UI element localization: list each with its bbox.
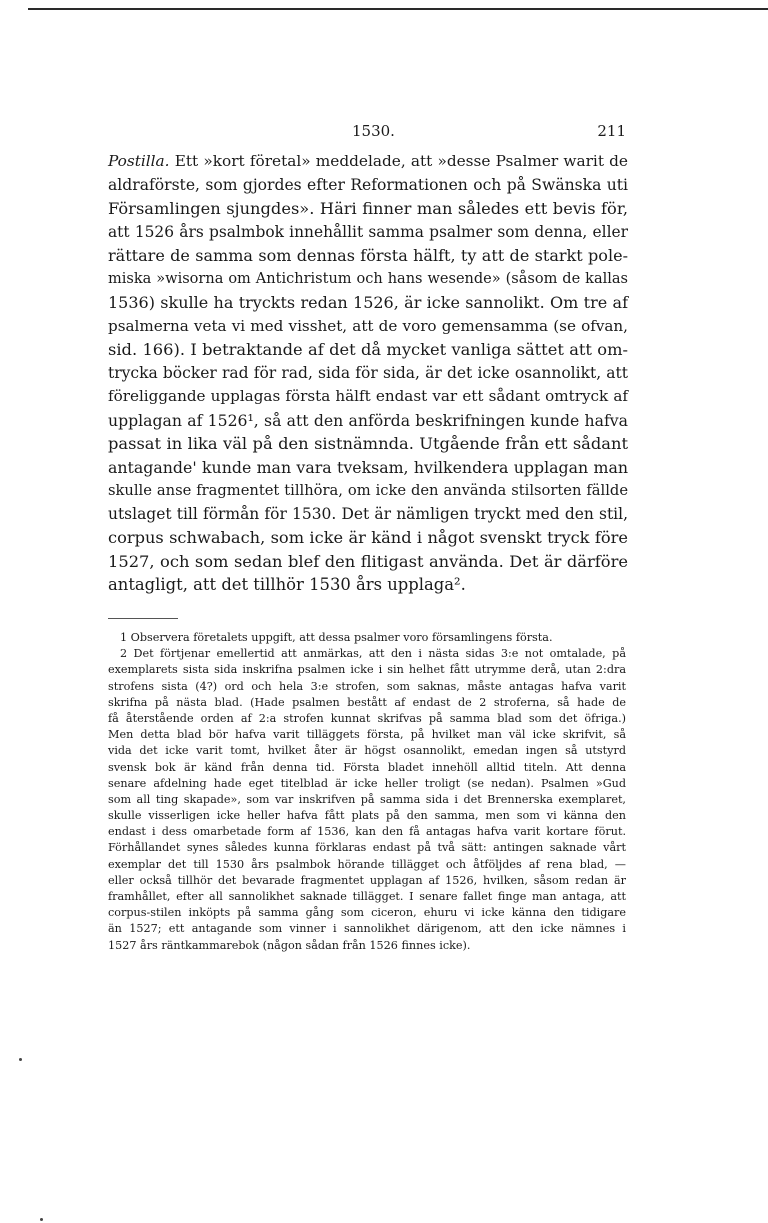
page-number: 211 (597, 122, 626, 140)
text-line: skulle anse fragmentet tillhöra, om icke den använda stilsorten fällde (108, 482, 628, 499)
footnote-2: 2 Det förtjenar emellertid att anmärkas, att den i nästa sidas 3:e not omtalade, på (120, 647, 626, 661)
text-line: antagligt, att det tillhör 1530 års upplaga². (108, 575, 466, 594)
text-line: rättare de samma som dennas första hälft, ty att de starkt pole- (108, 246, 628, 265)
paper-speck (40, 1218, 43, 1221)
main-text (108, 150, 628, 597)
footnote-line: vida det icke varit tomt, hvilket åter är högst osannolikt, emedan ingen så utstyrd (108, 744, 626, 758)
footnote-line: senare afdelning hade eget titelblad är icke heller troligt (se nedan). Psalmen »Gud (108, 776, 626, 790)
text-line: 1527, och som sedan blef den flitigast använda. Det är därföre (108, 551, 628, 571)
text-line: corpus schwabach, som icke är känd i något svenskt tryck före (108, 528, 628, 547)
footnote-line: exemplar det till 1530 års psalmbok hörande tillägget och åtföljdes af rena blad, — (108, 857, 626, 871)
text-line: Postilla. Ett »kort företal» meddelade, att »desse Psalmer warit de (108, 152, 628, 170)
footnote-line: än 1527; ett antagande som vinner i sannolikhet därigenom, att den icke nämnes i (108, 922, 626, 936)
running-header-year: 1530. (352, 122, 395, 140)
text-line: upplagan af 1526¹, så att den anförda beskrifningen kunde hafva (108, 410, 628, 430)
paper-speck (19, 1058, 22, 1061)
footnote-line: endast i dess omarbetade form af 1536, kan den få antagas hafva varit kortare förut. (108, 825, 626, 839)
footnote-line: eller också tillhör det bevarade fragmentet upplagan af 1526, hvilken, såsom redan är (108, 873, 626, 887)
footnote-line: Men detta blad bör hafva varit tilläggets första, på hvilket man väl icke skrifvit, så (108, 728, 626, 742)
text-line: föreliggande upplagas första hälft endast var ett sådant omtryck af (108, 387, 628, 405)
footnote-line: 1527 års räntkammarebok (någon sådan från 1526 finnes icke). (108, 938, 471, 952)
footnote-line: få återstående orden af 2:a strofen kunnat skrifvas på samma blad som det öfriga.) (108, 711, 626, 725)
footnote-line: skrifna på nästa blad. (Hade psalmen bestått af endast de 2 stroferna, så hade de (108, 695, 626, 709)
footnote-line: Förhållandet synes således kunna förklaras endast på två sätt: antingen saknade vårt (108, 841, 626, 855)
text-line: psalmerna veta vi med visshet, att de voro gemensamma (se ofvan, (108, 316, 628, 335)
footnote-line: svensk bok är känd från denna tid. Första bladet innehöll alltid titeln. Att denna (108, 760, 626, 774)
footnote-divider (108, 618, 178, 619)
footnote-line: exemplarets sista sida inskrifna psalmen icke i sin helhet fått utrymme derå, utan 2:dra (108, 663, 626, 677)
footnote-1: 1 Observera företalets uppgift, att dessa psalmer voro församlingens första. (120, 631, 553, 644)
text-line: Församlingen sjungdes». Häri finner man således ett bevis för, (108, 199, 628, 218)
text-line: trycka böcker rad för rad, sida för sida, är det icke osannolikt, att (108, 363, 628, 382)
footnote-line: framhållet, efter all sannolikhet saknade tillägget. I senare fallet finge man antaga, att (108, 890, 626, 903)
running-header (108, 122, 626, 142)
postilla-word: Postilla. (108, 152, 170, 170)
text-line: 1536) skulle ha tryckts redan 1526, är icke sannolikt. Om tre af (108, 293, 628, 312)
text-line: passat in lika väl på den sistnämnda. Utgående från ett sådant (108, 434, 628, 453)
text-line: aldraförste, som gjordes efter Reformationen och på Swänska uti (108, 175, 628, 194)
footnote-line: som all ting skapade», som var inskrifven på samma sida i det Brennerska exemplaret, (108, 792, 626, 806)
text-line: sid. 166). I betraktande af det då mycket vanliga sättet att om- (108, 340, 628, 359)
footnotes (108, 630, 626, 954)
text-line: att 1526 års psalmbok innehållit samma psalmer som denna, eller (108, 222, 628, 241)
text-line: utslaget till förmån för 1530. Det är nämligen tryckt med den stil, (108, 504, 628, 523)
footnote-line: corpus-stilen inköpts på samma gång som ciceron, ehuru vi icke känna den tidigare (108, 906, 626, 920)
text-line: antagande' kunde man vara tveksam, hvilkendera upplagan man (108, 457, 628, 477)
footnote-line: skulle visserligen icke heller hafva fått plats på den samma, men som vi känna den (108, 809, 626, 823)
text-line: miska »wisorna om Antichristum och hans wesende» (såsom de kallas (108, 270, 628, 287)
top-rule (28, 8, 768, 10)
footnote-line: strofens sista (4?) ord och hela 3:e strofen, som saknas, måste antagas hafva varit (108, 679, 626, 693)
